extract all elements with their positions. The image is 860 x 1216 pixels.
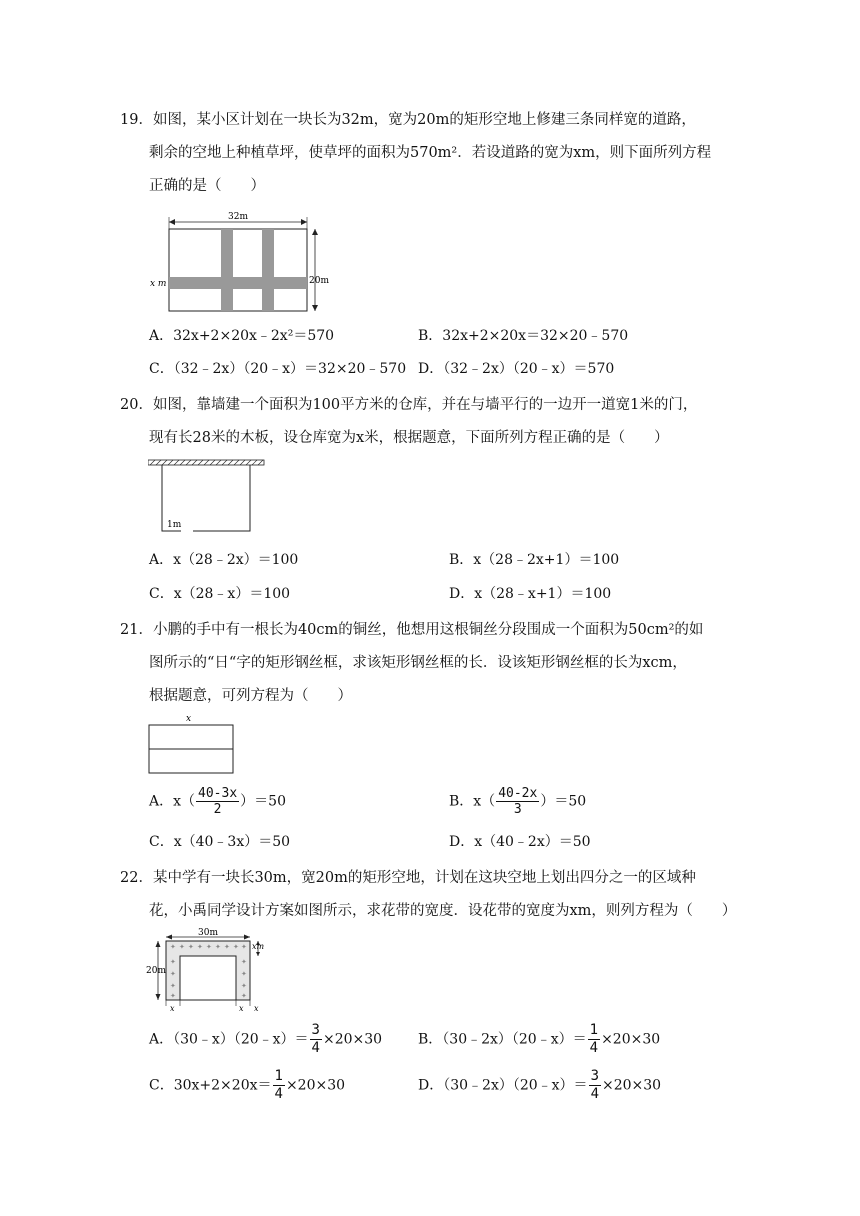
q22-a-denominator: 4 bbox=[311, 1040, 320, 1056]
q21-line-3: 根据题意，可列方程为（ ） bbox=[149, 688, 352, 704]
q22-option-d[interactable] bbox=[418, 1069, 661, 1103]
q21-option-b[interactable] bbox=[449, 787, 586, 815]
svg-text:✦: ✦ bbox=[241, 992, 247, 1000]
q21-option-c[interactable]: C．x（40﹣3x）＝50 bbox=[149, 834, 291, 850]
q21-top-label: x bbox=[186, 714, 192, 724]
q20-option-c[interactable]: C．x（28﹣x）＝100 bbox=[149, 586, 291, 602]
q19-road-label: x m bbox=[150, 279, 167, 289]
q22-c-fraction bbox=[273, 1069, 285, 1102]
q22-b-denominator: 4 bbox=[589, 1040, 599, 1056]
q21-a-denominator: 2 bbox=[213, 802, 222, 817]
q21-a-prefix: A．x（ bbox=[149, 793, 196, 810]
q22-x-left: x bbox=[170, 1004, 175, 1012]
q21-b-denominator: 3 bbox=[513, 802, 522, 817]
q19-line-2: 剩余的空地上种植草坪，使草坪的面积为570m²．若设道路的宽为xm，则下面所列方程 bbox=[149, 145, 712, 161]
q21-line-2: 图所示的“日“字的矩形钢丝框，求该矩形钢丝框的长．设该矩形钢丝框的长为xcm， bbox=[149, 655, 687, 671]
q21-b-fraction bbox=[496, 787, 539, 816]
q22-c-prefix: C．30x+2×20x＝ bbox=[149, 1077, 272, 1094]
q22-figure bbox=[146, 926, 270, 1012]
q22-c-suffix: ×20×30 bbox=[285, 1077, 346, 1094]
q22-option-a[interactable] bbox=[149, 1023, 382, 1057]
q21-option-d[interactable]: D．x（40﹣2x）＝50 bbox=[449, 834, 591, 850]
q20-line-1: 20．如图，靠墙建一个面积为100平方米的仓库，并在与墙平行的一边开一道宽1米的门， bbox=[120, 397, 698, 413]
q22-b-numerator: 1 bbox=[589, 1022, 599, 1038]
q20-option-b[interactable]: B．x（28﹣2x+1）＝100 bbox=[449, 552, 620, 568]
svg-text:✦: ✦ bbox=[224, 943, 230, 951]
q22-option-c[interactable] bbox=[149, 1069, 345, 1103]
q21-figure bbox=[146, 712, 238, 776]
q22-height-label: 20m bbox=[146, 966, 166, 976]
svg-text:✦: ✦ bbox=[233, 943, 239, 951]
q19-line-1: 19．如图，某小区计划在一块长为32m，宽为20m的矩形空地上修建三条同样宽的道路， bbox=[120, 112, 696, 128]
svg-text:✦: ✦ bbox=[206, 943, 212, 951]
svg-text:✦: ✦ bbox=[179, 943, 185, 951]
q22-c-denominator: 4 bbox=[274, 1086, 283, 1102]
q19-option-c[interactable]: C．（32﹣2x）（20﹣x）＝32×20﹣570 bbox=[149, 361, 407, 377]
q22-a-suffix: ×20×30 bbox=[322, 1031, 383, 1048]
q21-a-suffix: ）＝50 bbox=[240, 793, 286, 810]
q21-a-numerator: 40-3x bbox=[198, 786, 238, 801]
q19-height-label: 20m bbox=[309, 276, 329, 286]
q22-b-prefix: B．（30﹣2x）（20﹣x）＝ bbox=[418, 1031, 587, 1048]
q19-option-a[interactable]: A．32x+2×20x﹣2x²＝570 bbox=[149, 328, 335, 344]
svg-text:✦: ✦ bbox=[241, 970, 247, 978]
q22-d-numerator: 3 bbox=[590, 1068, 599, 1084]
q21-b-suffix: ）＝50 bbox=[540, 793, 587, 810]
svg-text:✦: ✦ bbox=[188, 943, 194, 951]
svg-text:✦: ✦ bbox=[197, 943, 203, 951]
q22-b-suffix: ×20×30 bbox=[601, 1031, 661, 1048]
q22-line-1: 22．某中学有一块长30m，宽20m的矩形空地，计划在这块空地上划出四分之一的区域种 bbox=[120, 870, 696, 886]
q20-line-2: 现有长28米的木板，设仓库宽为x米，根据题意，下面所列方程正确的是（ ） bbox=[149, 430, 669, 446]
q22-d-fraction bbox=[589, 1069, 601, 1102]
q20-option-a[interactable]: A．x（28﹣2x）＝100 bbox=[149, 552, 299, 568]
q19-line-3: 正确的是（ ） bbox=[149, 178, 265, 194]
q22-band-label: xm bbox=[252, 942, 265, 951]
svg-text:✦: ✦ bbox=[241, 982, 247, 990]
q20-figure bbox=[148, 458, 268, 534]
svg-text:✦: ✦ bbox=[170, 982, 176, 990]
svg-text:✦: ✦ bbox=[170, 970, 176, 978]
q22-b-fraction bbox=[588, 1023, 600, 1056]
q20-door-label: 1m bbox=[167, 520, 182, 530]
q22-option-b[interactable] bbox=[418, 1023, 660, 1057]
q22-a-fraction bbox=[310, 1023, 322, 1056]
q22-d-suffix: ×20×30 bbox=[602, 1077, 662, 1094]
q22-x-right: x bbox=[239, 1004, 244, 1012]
q19-figure bbox=[145, 207, 335, 315]
q21-b-prefix: B．x（ bbox=[449, 793, 496, 810]
q22-d-denominator: 4 bbox=[590, 1086, 599, 1102]
question-20 bbox=[120, 389, 720, 455]
question-21 bbox=[120, 614, 720, 713]
q22-a-prefix: A．（30﹣x）（20﹣x）＝ bbox=[149, 1031, 309, 1048]
q19-option-d[interactable]: D．（32﹣2x）（20﹣x）＝570 bbox=[418, 361, 615, 377]
q20-option-d[interactable]: D．x（28﹣x+1）＝100 bbox=[449, 586, 612, 602]
svg-text:✦: ✦ bbox=[170, 992, 176, 1000]
q19-width-label: 32m bbox=[228, 212, 248, 222]
q22-x-corner: x bbox=[254, 1004, 259, 1012]
svg-text:✦: ✦ bbox=[241, 943, 247, 951]
q22-a-numerator: 3 bbox=[311, 1022, 320, 1038]
question-19 bbox=[120, 104, 720, 203]
q22-c-numerator: 1 bbox=[274, 1068, 283, 1084]
q21-a-fraction bbox=[196, 787, 239, 816]
q22-width-label: 30m bbox=[198, 928, 218, 938]
q21-line-1: 21．小鹏的手中有一根长为40cm的铜丝，他想用这根铜丝分段围成一个面积为50cm²的如 bbox=[120, 622, 704, 638]
q21-b-numerator: 40-2x bbox=[498, 786, 538, 801]
q22-line-2: 花，小禹同学设计方案如图所示，求花带的宽度．设花带的宽度为xm，则列方程为（ ） bbox=[149, 903, 737, 919]
q22-d-prefix: D．（30﹣2x）（20﹣x）＝ bbox=[418, 1077, 588, 1094]
svg-text:✦: ✦ bbox=[241, 958, 247, 966]
question-22 bbox=[120, 862, 737, 928]
q21-option-a[interactable] bbox=[149, 787, 286, 815]
svg-text:✦: ✦ bbox=[170, 943, 176, 951]
svg-text:✦: ✦ bbox=[215, 943, 221, 951]
svg-text:✦: ✦ bbox=[170, 958, 176, 966]
q19-option-b[interactable]: B．32x+2×20x＝32×20﹣570 bbox=[418, 328, 629, 344]
